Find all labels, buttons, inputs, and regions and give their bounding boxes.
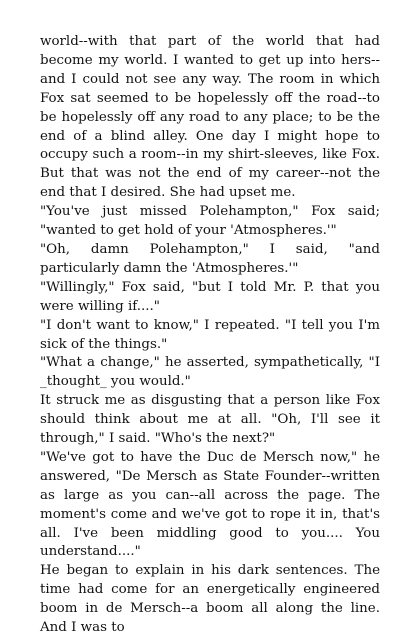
- paragraph: "Willingly," Fox said, "but I told Mr. P. that you were willing if....": [40, 279, 380, 314]
- paragraph: "You've just missed Polehampton," Fox said; "wanted to get hold of your 'Atmospheres.'": [40, 204, 380, 239]
- paragraph: "I don't want to know," I repeated. "I tell you I'm sick of the things.": [40, 317, 380, 352]
- body-text: [40, 33, 380, 638]
- paragraph: "Oh, damn Polehampton," I said, "and particularly damn the 'Atmospheres.'": [40, 241, 380, 276]
- paragraph: He began to explain in his dark sentences. The time had come for an energetically engineered boom in de Mersch--a boom all along the line. And I was to: [40, 563, 380, 636]
- paragraph: world--with that part of the world that had become my world. I wanted to get up into hers--and I could not see any way. The room in which Fox sat seemed to be hopelessly off the road--to be hopelessly off any road to any place; to be the end of a blind alley. One day I might hope to occupy such a room--in my shirt-sleeves, like Fox. But that was not the end of my career--not the end that I desired. She had upset me.: [40, 34, 380, 201]
- paragraph: "We've got to have the Duc de Mersch now," he answered, "De Mersch as State Founder--written as large as you can--all across the page. The moment's come and we've got to rope it in, that's all. I've been middling good to you.... You understand....": [40, 449, 380, 560]
- paragraph: It struck me as disgusting that a person like Fox should think about me at all. "Oh, I'll see it through," I said. "Who's the next?": [40, 393, 380, 447]
- paragraph: "What a change," he asserted, sympathetically, "I _thought_ you would.": [40, 355, 380, 390]
